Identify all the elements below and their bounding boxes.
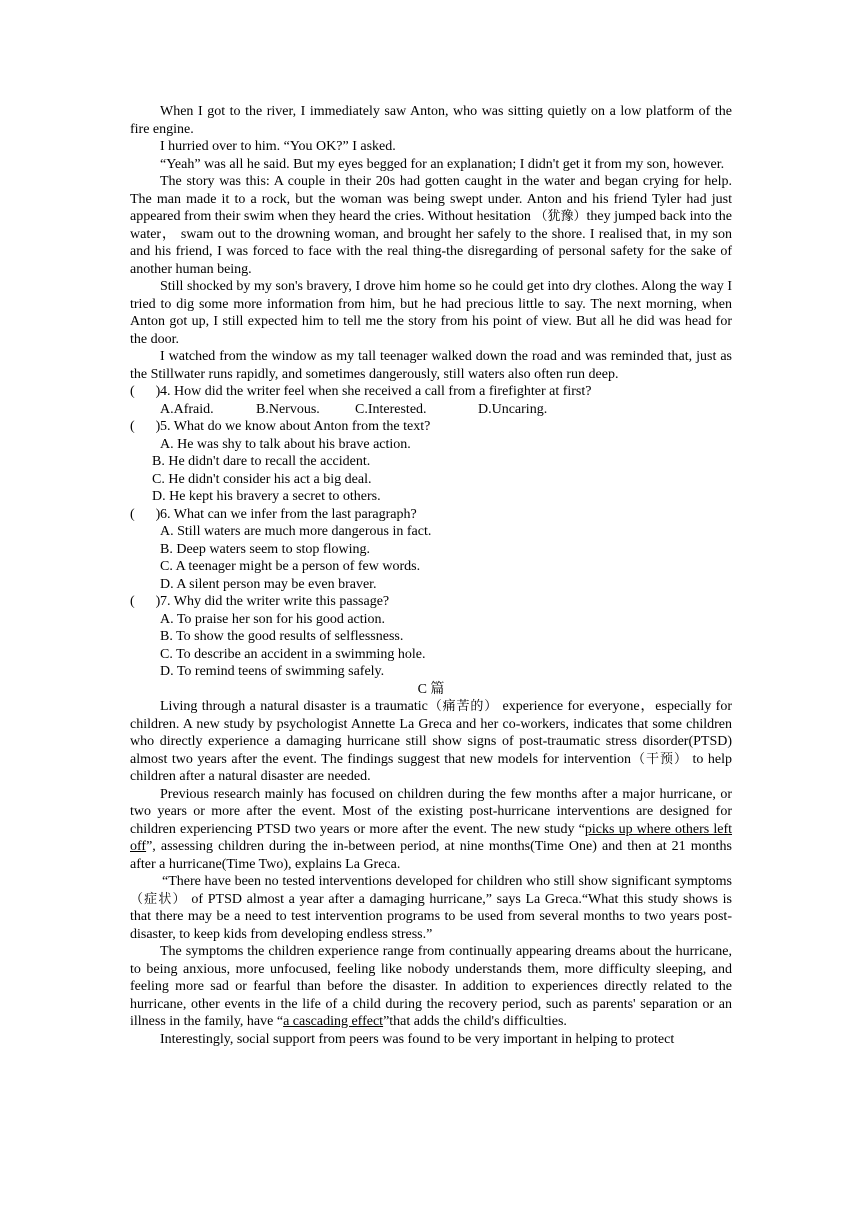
document-body [130, 103, 732, 1048]
option-c: C.Interested. [355, 401, 427, 417]
paragraph-b5: Still shocked by my son's bravery, I drove him home so he could get into dry clothes. Along the way I tried to dig some more information from him, but he had precious little to say. The next morning, when Anton got up, I still expected him to tell me the story from his point of view. But all he did was head for the door. [130, 279, 732, 347]
gloss-symptoms: （症状） [130, 891, 187, 907]
option-d: D. He kept his bravery a secret to others. [152, 489, 381, 504]
options-row [130, 401, 732, 419]
paragraph-b2: I hurried over to him. “You OK?” I asked. [160, 139, 396, 154]
option-b: B.Nervous. [256, 401, 320, 417]
paragraph-c2-text-2: ”, assessing children during the in-between period, at nine months(Time One) and then at 21 months after a hurricane(Time Two), explains La Greca. [130, 839, 732, 872]
question-stem: 4. How did the writer feel when she received a call from a firefighter at first? [160, 384, 592, 399]
paragraph-c4 [130, 943, 732, 1031]
option-a: A. To praise her son for his good action. [160, 611, 386, 627]
underlined-phrase-2: a cascading effect [283, 1014, 384, 1029]
question-stem: 5. What do we know about Anton from the text? [160, 419, 431, 434]
question-7 [130, 593, 732, 681]
underlined-phrase-1: picks up where others left off [130, 821, 732, 854]
option-c: C. To describe an accident in a swimming hole. [160, 646, 426, 662]
paragraph-b1: When I got to the river, I immediately saw Anton, who was sitting quietly on a low platform of the fire engine. [130, 104, 732, 137]
question-stem: 7. Why did the writer write this passage? [160, 594, 390, 609]
paragraph-c1 [130, 698, 732, 786]
question-5 [130, 418, 732, 506]
answer-blank[interactable]: ( ) [130, 384, 161, 399]
paragraph-c5: Interestingly, social support from peers was found to be very important in helping to protect [160, 1031, 675, 1047]
section-heading-c: C 篇 [417, 681, 445, 697]
paragraph-b3: “Yeah” was all he said. But my eyes begged for an explanation; I didn't get it from my son, however. [160, 156, 725, 172]
paragraph-b4-text-2: they jumped back into the water， swam out to the drowning woman, and brought her safely to the shore. I realised that, in my son and his friend, I was forced to face with the real thing-the disregarding of personal safety for the sake of another human being. [130, 209, 732, 277]
question-4 [130, 383, 732, 418]
question-6 [130, 506, 732, 594]
option-b: B. To show the good results of selflessness. [160, 629, 404, 644]
paragraph-c3 [130, 873, 732, 943]
answer-blank[interactable]: ( ) [130, 419, 161, 434]
option-c: C. A teenager might be a person of few words. [160, 559, 421, 574]
paragraph-c1-text-3: to help children after a natural disaster are needed. [130, 751, 732, 784]
option-b: B. He didn't dare to recall the accident. [152, 454, 371, 469]
option-a: A. He was shy to talk about his brave action. [160, 436, 411, 452]
paragraph-c4-text-2: ”that adds the child's difficulties. [383, 1014, 567, 1029]
paragraph-b6: I watched from the window as my tall teenager walked down the road and was reminded that, just as the Stillwater runs rapidly, and sometimes dangerously, still waters also often run deep. [130, 349, 732, 382]
option-b: B. Deep waters seem to stop flowing. [160, 541, 370, 557]
paragraph-c3-text-2: of PTSD almost a year after a damaging hurricane,” says La Greca.“What this study shows is that there may be a need to test intervention programs to be used from several months to two years post-disaster, to keep kids from developing endless stress.” [130, 891, 732, 942]
question-stem: 6. What can we infer from the last paragraph? [160, 506, 417, 522]
gloss-intervention: （干预） [631, 751, 688, 767]
option-d: D. A silent person may be even braver. [160, 576, 377, 592]
paragraph-b4-text-1: The story was this: A couple in their 20s had gotten caught in the water and began crying for help. The man made it to a rock, but the woman was being swept under. Anton and his friend Tyler had just appeared from their swim when they heard the cries. Without hesitation [130, 174, 732, 224]
option-d: D. To remind teens of swimming safely. [160, 664, 385, 679]
answer-blank[interactable]: ( ) [130, 594, 161, 609]
paragraph-b4 [130, 173, 732, 278]
paragraph-c1-text-1: Living through a natural disaster is a traumatic [160, 699, 428, 714]
answer-blank[interactable]: ( ) [130, 506, 161, 522]
option-d: D.Uncaring. [478, 401, 548, 417]
option-c: C. He didn't consider his act a big deal. [152, 471, 372, 487]
paragraph-c2-text-1: Previous research mainly has focused on children during the few months after a major hurricane, or two years or more after the event. Most of the existing post-hurricane interventions are designed for children experiencing PTSD two years or more after the event. The new study “ [130, 786, 732, 837]
paragraph-c2 [130, 786, 732, 874]
gloss-traumatic: （痛苦的） [427, 699, 499, 714]
option-a: A.Afraid. [160, 401, 214, 417]
paragraph-c1-text-2: experience for everyone，especially for children. A new study by psychologist Annette La Greca and her co-workers, indicates that some children who directly experience a damaging hurricane still show signs of post-traumatic stress disorder(PTSD) almost two years after the event. The findings suggest that new models for intervention [130, 699, 732, 767]
option-a: A. Still waters are much more dangerous in fact. [160, 524, 432, 539]
paragraph-c4-text-1: The symptoms the children experience range from continually appearing dreams about the hurricane, to being anxious, more unfocused, feeling like nobody understands them, more difficulty sleeping, and feeling more sad or fearful than before the disaster. In addition to experiences directly related to the hurricane, other events in the life of a child during the recovery period, such as parents' separation or an illness in the family, have “ [130, 944, 732, 1029]
gloss-hesitation: （犹豫） [534, 209, 587, 224]
paragraph-c3-text-1: “There have been no tested interventions developed for children who still show significant symptoms [162, 874, 732, 889]
